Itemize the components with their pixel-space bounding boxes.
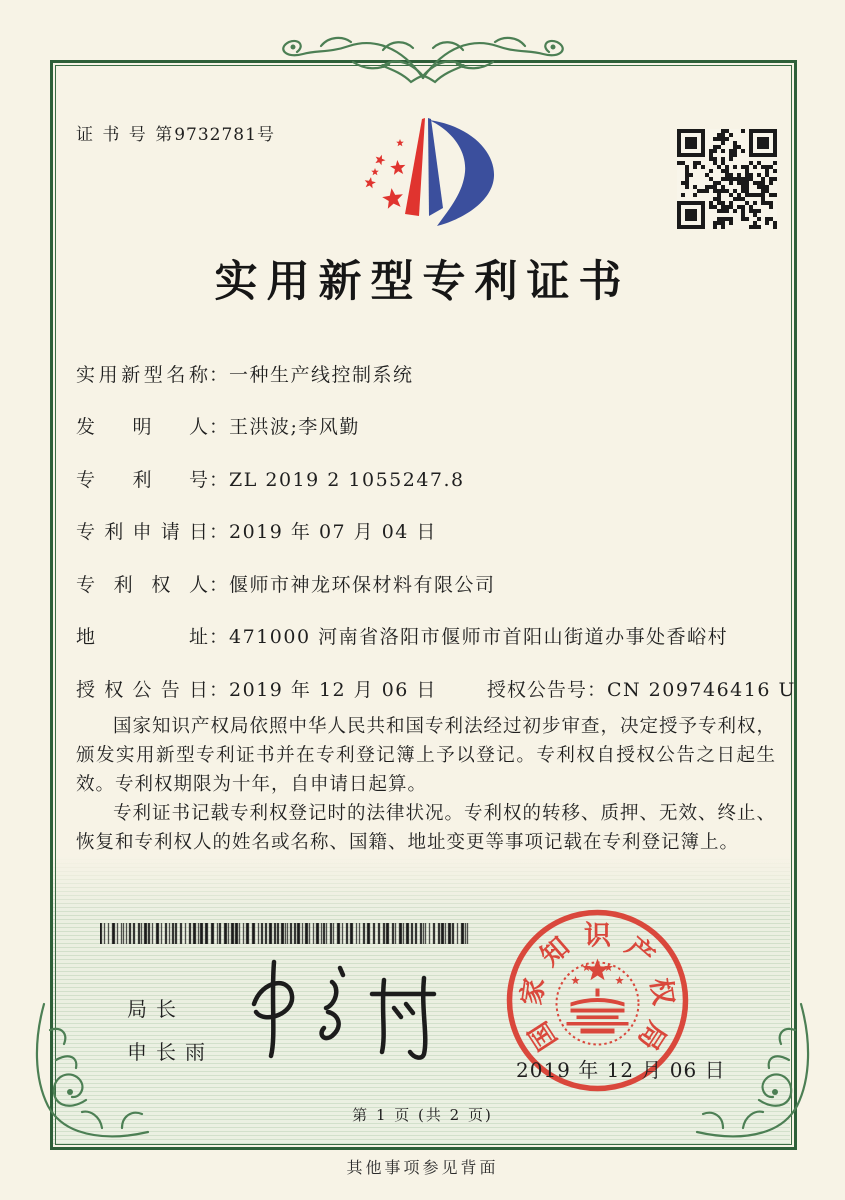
field-row-inventor [76,412,360,439]
svg-text:家: 家 [516,975,551,1008]
field-row-grant [76,675,796,702]
legal-text [76,712,776,857]
svg-text:产: 产 [619,931,661,973]
field-label: 专利号 [76,469,209,491]
svg-text:权: 权 [644,975,679,1008]
colon: ： [209,574,230,596]
grant-number-label: 授权公告号 [486,679,587,701]
legal-paragraph-2: 专利证书记载专利权登记时的法律状况。专利权的转移、质押、无效、终止、恢复和专利权人的姓名或名称、国籍、地址变更等事项记载在专利登记簿上。 [76,803,777,853]
field-value: 471000 河南省洛阳市偃师市首阳山街道办事处香峪村 [229,626,729,648]
certificate-number-suffix: 号 [256,125,276,145]
back-note: 其他事项参见背面 [346,1158,499,1177]
field-row-name [76,360,414,387]
legal-paragraph-1: 国家知识产权局依照中华人民共和国专利法经过初步审查，决定授予专利权，颁发实用新型专利证书并在专利登记簿上予以登记。专利权自授权公告之日起生效。专利权期限为十年，自申请日起算。 [76,716,777,795]
page-number: 第 1 页 (共 2 页) [352,1106,493,1124]
field-label: 专利权人 [76,574,209,596]
grant-date-value: 2019 年 12 月 06 日 [229,679,437,701]
svg-text:识: 识 [584,920,611,952]
certificate-number-prefix: 证 书 号 第 [76,125,175,145]
colon: ： [586,679,607,701]
bottom-left-flourish-ornament [26,1000,176,1150]
certificate-number [76,120,276,145]
field-label: 实用新型名称 [76,364,209,386]
field-row-address [76,622,728,649]
colon: ： [209,364,230,386]
field-label: 发明人 [76,416,209,438]
officer-title: 局长 [127,997,185,1021]
field-value: 偃师市神龙环保材料有限公司 [229,574,496,596]
field-row-filing-date [76,517,437,544]
certificate-title: 实用新型专利证书 [214,257,631,307]
colon: ： [209,521,230,543]
top-flourish-ornament [233,26,613,90]
grant-date-label: 授权公告日 [76,679,209,701]
officer-name: 申长雨 [127,1040,214,1064]
handwritten-signature-icon [232,952,462,1067]
cnipa-logo-icon [343,110,521,242]
svg-text:局: 局 [631,1015,672,1056]
grant-number-value: CN 209746416 U [606,679,797,701]
qr-code [677,129,777,229]
seal-date: 2019 年 12 月 06 日 [516,1058,726,1082]
field-value: 2019 年 07 月 04 日 [229,521,437,543]
field-row-patent-number [76,465,465,492]
field-label: 专利申请日 [76,521,209,543]
colon: ： [209,626,230,648]
colon: ： [209,679,230,701]
svg-text:知: 知 [534,931,576,973]
field-row-patentee [76,570,496,597]
colon: ： [209,469,230,491]
certificate-number-value: 9732781 [174,125,257,145]
svg-text:国: 国 [523,1015,564,1056]
field-value: 王洪波;李风勤 [229,416,360,438]
field-value: ZL 2019 2 1055247.8 [229,469,465,491]
barcode [100,923,470,944]
colon: ： [209,416,230,438]
field-label: 地址 [76,626,209,648]
field-value: 一种生产线控制系统 [229,364,414,386]
